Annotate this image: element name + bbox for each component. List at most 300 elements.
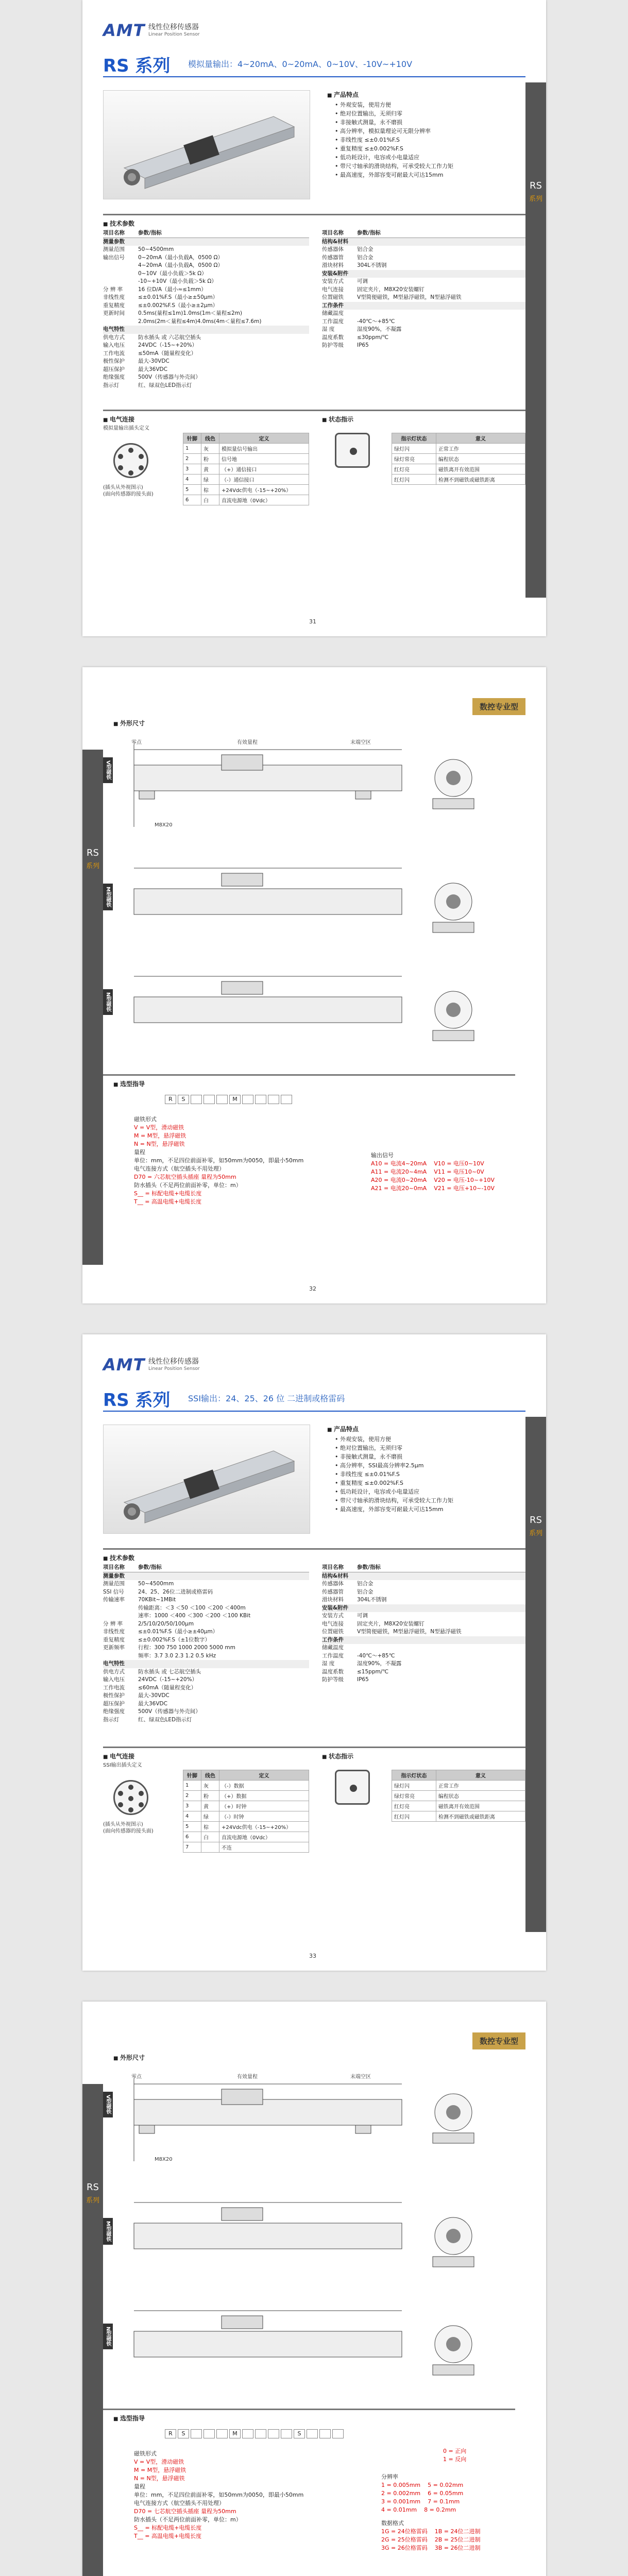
spec-key: 电气连接 [322,286,344,293]
spec-key: 安装&附件 [322,270,349,277]
section-bar [103,1548,525,1550]
order-note: T__ = 高温电缆+电缆长度 [134,2533,202,2539]
order-note: M = M型，悬浮磁铁 [134,2467,186,2473]
code-box [255,2429,266,2438]
pair-item: 2B = 25位二进制 [434,2536,481,2543]
header-rule [103,76,525,77]
table-row [392,454,525,464]
section-bar [103,410,525,411]
spec-key [103,1652,138,1660]
specs-col-name: 项目名称 [103,1564,125,1570]
code-box [281,2429,292,2438]
specs-row [103,1708,309,1716]
order-note: S__ = 标配电缆+电缆长度 [134,2524,202,2531]
spec-key [103,318,138,326]
magnet-label-n: N型磁铁 [103,2324,113,2349]
direction-item: 0 = 正向 [443,2448,467,2454]
table-cell: 黄 [201,464,219,474]
spec-value: 最大36VDC [138,1700,167,1707]
brand-cn: 线性位移传感器 [148,1358,199,1366]
feature-item: • 最高速度，外部容变可耐最大可达15mm [335,1505,525,1514]
spec-key: 滑块材料 [322,1597,344,1603]
spec-value: 16 位D/A（最小≈≤1mm） [138,286,207,293]
order-notes [134,1115,355,1206]
specs-row [103,1668,309,1676]
specs-row [322,278,528,286]
pair-item: 2 = 0.002mm [381,2490,421,2497]
dims-note: 零点 [131,2074,142,2080]
dims-note: 末端空区 [350,740,371,745]
spec-value: -40℃～+85℃ [357,1652,395,1659]
specs-row [322,1620,528,1629]
table-row [392,1811,525,1822]
spec-value: 防水插头 或 六芯航空插头 [138,334,201,341]
product-photo [103,90,310,199]
code-box [191,1095,202,1104]
specs-row [103,366,309,374]
specs-row [322,1628,528,1636]
pair-item: V21 = 电压+10~-10V [434,1185,495,1192]
feature-item: • 高分辨率，模拟量理论可无限分辨率 [335,127,525,135]
specs-left [103,1564,309,1724]
spec-key: 测量参数 [103,238,125,245]
table-cell: 编程状态 [436,454,525,464]
spec-key: 指示灯 [103,1716,120,1723]
table-cell [201,1842,219,1853]
spec-value: IP65 [357,342,369,348]
spec-key: 更新时间 [103,310,125,316]
spec-value: 行程：300 750 1000 2000 5000 mm [138,1645,235,1651]
specs-row [322,1588,528,1597]
specs-row [103,1716,309,1724]
order-code [165,1095,292,1104]
connector-caption [103,484,154,498]
series-subtitle: 模拟量输出：4~20mA、0~20mA、0~10V、-10V~+10V [188,59,413,69]
spec-key: 工作温度 [322,1652,344,1659]
specs-row [103,1596,309,1604]
spec-key: 供电方式 [103,334,125,341]
specs-row [322,342,528,350]
status-heading: ■ 状态指示 [322,415,353,423]
spec-value: 2/5/10/20/50/100μm [138,1620,194,1627]
specs-row [103,1692,309,1700]
pair-item: 4 = 0.01mm [381,2506,417,2513]
specs-group-row [322,1636,528,1645]
specs-col-value: 参数/指标 [357,230,381,236]
feature-item: • 非线性度 ≤±0.01%F.S [335,1470,525,1479]
order-note: 磁铁形式 [134,1116,157,1123]
spec-key: 储藏温度 [322,310,344,316]
table-header-cell: 指示灯状态 [392,433,436,444]
specs-row [103,342,309,350]
table-cell: （-）数据 [219,1781,309,1791]
spec-key: 位置磁铁 [322,1629,344,1635]
specs-row [322,310,528,318]
order-heading: ■ 选型指导 [113,1079,145,1088]
table-cell: 灰 [201,444,219,454]
spec-key: 绝缘强度 [103,1708,125,1715]
table-cell: 红灯闪 [392,1811,436,1822]
table-row [183,474,309,485]
order-notes [134,2450,355,2540]
spec-key: 工作电流 [103,350,125,357]
status-table [392,433,525,485]
side-tab [82,750,103,1265]
specs-col-name: 项目名称 [322,1564,344,1570]
specs-col-value: 参数/指标 [138,1564,162,1570]
spec-value: 70KBit~1MBit [138,1597,176,1603]
page-32 [82,667,546,1303]
pair-item: 2G = 25位格雷码 [381,2536,428,2543]
table-cell: +24Vdc供电（-15~+20%） [219,485,309,495]
table-cell: 信号地 [219,454,309,464]
code-box [216,1095,228,1104]
status-table [392,1770,525,1822]
table-cell: 3 [183,1801,201,1811]
spec-key: 超压保护 [103,1700,125,1707]
page-number: 32 [309,1285,316,1292]
code-box [242,1095,253,1104]
specs-row [103,358,309,366]
ssi-title: 数据格式 [381,2520,404,2527]
spec-key: 电气特性 [103,1660,125,1667]
spec-value: 频率：3.7 3.0 2.3 1.2 0.5 kHz [138,1652,216,1659]
code-box [281,1095,292,1104]
spec-key: 输出信号 [103,254,125,261]
order-note: D70 = 七芯航空插头插座 量程为50mm [134,2508,236,2515]
spec-value: ≤30ppm/℃ [357,334,389,341]
spec-key: 输入电压 [103,342,125,348]
spec-value: 50~4500mm [138,246,174,252]
table-header-cell: 指示灯状态 [392,1770,436,1781]
spec-key: 位置磁铁 [322,294,344,300]
side-tab-label: RS [87,848,99,858]
specs-row [103,1700,309,1708]
pair-item: A10 = 电流4~20mA [371,1160,427,1167]
specs-row [103,382,309,390]
spec-key: 测量范围 [103,246,125,252]
pair-row [381,2498,515,2506]
page-31 [82,0,546,636]
specs-row [103,1636,309,1645]
table-row [392,1791,525,1801]
order-note: N = N型，悬浮磁铁 [134,2475,185,2482]
spec-key: 工作温度 [322,318,344,325]
specs-col-name: 项目名称 [322,230,344,236]
product-photo [103,1425,310,1534]
spec-value: 湿度90%，不凝露 [357,326,402,332]
spec-key: 结构&材料 [322,1572,349,1579]
order-note: M = M型，悬浮磁铁 [134,1132,186,1139]
specs-row [322,318,528,326]
table-header-cell: 意义 [436,1770,525,1781]
spec-key: 安装方式 [322,1613,344,1619]
pair-item: 7 = 0.1mm [428,2498,460,2505]
specs-row [322,246,528,254]
pair-item: V11 = 电压10~0V [434,1168,484,1175]
table-cell: +24Vdc供电（-15~+20%） [219,1822,309,1832]
side-tab [525,82,546,598]
table-cell: 磁铁离开有效范围 [436,464,525,474]
specs-row [322,1668,528,1676]
dims-note: 零点 [131,740,142,745]
table-cell: 1 [183,1781,201,1791]
table-row [392,1801,525,1811]
feature-item: • 外观安装，使用方便 [335,100,525,109]
table-header-cell: 意义 [436,433,525,444]
code-box: S [178,2429,189,2438]
specs-row [103,350,309,358]
spec-value: IP65 [357,1676,369,1683]
table-cell: 2 [183,1791,201,1801]
specs-row [322,294,528,302]
feature-item: • 高分辨率，SSI最高分辨率2.5μm [335,1461,525,1470]
table-cell: 粉 [201,1791,219,1801]
specs-row [103,374,309,382]
specs-header-row [322,229,528,238]
table-cell: 直流电源地（0Vdc） [219,1832,309,1842]
spec-key [103,262,138,270]
side-tab-label: RS [530,1515,542,1526]
spec-value: 0.5ms(量程≤1m)1.0ms(1m＜量程≤2m) [138,310,243,316]
specs-group-row [103,1660,309,1668]
order-note: 防水插头（不足两位前面补零，单位：m） [134,2516,242,2523]
magnet-label-v: V型磁铁 [103,2092,113,2117]
specs-group-row [103,238,309,246]
spec-key: 传感器体 [322,246,344,252]
feature-item: • 带尺寸轴承的滑块结构，可承受较大工作力矩 [335,162,525,171]
table-cell: 7 [183,1842,201,1853]
spec-value: 红、绿双色LED指示灯 [138,1716,192,1723]
table-cell: 直流电源地（0Vdc） [219,495,309,505]
connector-diagram [113,443,148,478]
table-header [183,433,309,444]
feature-item: • 重复精度 ≤±0.002%F.S [335,1479,525,1487]
magnet-label-m: M型磁铁 [103,2218,113,2245]
specs-col-value: 参数/指标 [357,1564,381,1570]
table-cell: 4 [183,474,201,485]
specs-col-value: 参数/指标 [138,230,162,236]
direction-notes [443,2447,515,2464]
spec-key: 输入电压 [103,1676,125,1683]
spec-value: ≤50mA（随量程变化） [138,350,197,357]
dims-note: M8X20 [155,2157,173,2162]
spec-key: 分 辨 率 [103,286,123,293]
side-tab-sub: 系列 [529,195,542,203]
spec-value: -10~+10V（最小负载＞5k Ω） [138,278,217,284]
spec-value: 4~20mA（最小负载A，0500 Ω） [138,262,224,268]
spec-key: 非线性度 [103,294,125,300]
spec-value: -40℃～+85℃ [357,318,395,325]
pair-item: 6 = 0.05mm [428,2490,464,2497]
specs-row [322,334,528,342]
order-code [165,2429,344,2438]
spec-key [103,278,138,286]
code-box [216,2429,228,2438]
specs-right [322,229,528,350]
spec-value: 304L不锈钢 [357,1597,387,1603]
spec-value: 500V（传感器与外壳间） [138,374,201,380]
code-box: M [229,1095,241,1104]
table-cell: 模拟量信号输出 [219,444,309,454]
side-tab-label: RS [87,2182,99,2193]
spec-value: 最大-30VDC [138,1692,169,1699]
specs-row [103,254,309,262]
pair-item: V10 = 电压0~10V [434,1160,484,1167]
spec-key [103,270,138,278]
order-note: S__ = 标配电缆+电缆长度 [134,1190,202,1197]
feature-item: • 重复精度 ≤±0.002%F.S [335,144,525,153]
table-row [183,444,309,454]
code-box [255,1095,266,1104]
specs-row [103,1652,309,1660]
table-cell: 粉 [201,454,219,464]
spec-key: 湿 度 [322,1660,335,1667]
spec-value: 可调 [357,1613,368,1619]
spec-key: 传感器体 [322,1581,344,1587]
table-row [183,1781,309,1791]
spec-key: 测量参数 [103,1572,125,1579]
table-cell: 白 [201,495,219,505]
resolution-list [381,2481,515,2514]
code-box: M [229,2429,241,2438]
brand-en: Linear Position Sensor [148,1366,200,1371]
pair-row [381,2489,515,2498]
spec-key: 分 辨 率 [103,1620,123,1627]
connector-diagram [113,1780,148,1815]
dims-heading: ■ 外形尺寸 [113,719,145,727]
section-bar [103,214,525,215]
direction-item: 1 = 反向 [443,2456,467,2463]
side-tab [525,1417,546,1932]
specs-row [103,1684,309,1692]
spec-value: V型简便磁铁，M型悬浮磁铁，N型悬浮磁铁 [357,294,462,300]
feature-item: • 非接触式测量，永不磨损 [335,118,525,127]
specs-right [322,1564,528,1684]
table-cell: 5 [183,485,201,495]
spec-key: 传输速率 [103,1597,125,1603]
specs-row [322,326,528,334]
spec-key: 防护等级 [322,342,344,348]
page-34 [82,2002,546,2576]
feature-item: • 绝对位置输出，无须归零 [335,1444,525,1452]
dims-note: M8X20 [155,822,173,828]
pair-item: 1 = 0.005mm [381,2482,421,2488]
order-note: 量程 [134,2483,145,2490]
dims-note: 有效量程 [237,2074,258,2080]
connector-caption-line: (插头从外视图示) [103,1822,143,1827]
spec-value: 可调 [357,278,368,284]
table-header-cell: 定义 [219,433,309,444]
spec-key: 电气连接 [322,1620,344,1627]
specs-group-row [322,1604,528,1613]
pair-item: A21 = 电流20~0mA [371,1185,427,1192]
spec-value: 24VDC（-15~+20%） [138,1676,198,1683]
spec-key: 电气特性 [103,326,125,332]
table-cell: 3 [183,464,201,474]
spec-key: 传感器管 [322,254,344,261]
spec-key: 测量范围 [103,1581,125,1587]
specs-row [103,1580,309,1588]
specs-row [322,1652,528,1660]
code-box: R [165,2429,176,2438]
magnet-label-v: V型磁铁 [103,757,113,783]
pair-item: A11 = 电流20~4mA [371,1168,427,1175]
wiring-heading: ■ 电气连接 [103,1752,134,1760]
spec-value: 防水插头 或 七芯航空插头 [138,1668,201,1675]
spec-value: 固定夹片，M8X20安装螺钉 [357,1620,425,1627]
spec-value: ≤±0.01%F.S（最小≥±40μm） [138,1629,218,1635]
table-cell: 灰 [201,1781,219,1791]
specs-row [322,1660,528,1668]
spec-value: 铝合金 [357,1581,374,1587]
specs-row [103,278,309,286]
specs-row [103,294,309,302]
series-title: RS 系列 [103,56,171,76]
specs-row [322,254,528,262]
features-list [335,100,525,179]
page-number: 31 [309,618,316,625]
spec-value: 湿度90%，不凝露 [357,1660,402,1667]
specs-group-row [103,326,309,334]
spec-value: 304L不锈钢 [357,262,387,268]
sensor-end-diagram [335,433,370,468]
feature-item: • 低功耗设计，电容或小电量适应 [335,153,525,162]
table-cell: 绿灯闪 [392,444,436,454]
connector-caption-line: (面向传感器的接头面) [103,492,154,497]
specs-row [322,262,528,270]
table-cell: 绿 [201,1811,219,1822]
spec-key: 非线性度 [103,1629,125,1635]
code-box [268,2429,279,2438]
side-tab-sub: 系列 [86,2197,99,2205]
table-header-cell: 定义 [219,1770,309,1781]
spec-key: 供电方式 [103,1668,125,1675]
type-badge: 数控专业型 [472,2032,525,2049]
pair-item: 3B = 26位二进制 [434,2545,481,2551]
table-header-cell: 线色 [201,433,219,444]
table-row [183,495,309,505]
specs-header-row [322,1564,528,1572]
features-heading: ■ 产品特点 [327,90,359,99]
pair-row [371,1160,505,1168]
specs-row [103,1588,309,1597]
table-cell: 红灯亮 [392,1801,436,1811]
table-header [392,1770,525,1781]
spec-key: 重复精度 [103,302,125,309]
spec-value: 50~4500mm [138,1581,174,1587]
pair-row [371,1184,505,1193]
features-heading: ■ 产品特点 [327,1425,359,1433]
spec-value: 铝合金 [357,254,374,261]
table-cell: 6 [183,495,201,505]
table-cell: 6 [183,1832,201,1842]
specs-row [103,1604,309,1613]
specs-row [103,1620,309,1629]
wiring-table [183,433,309,505]
spec-value: ≤±0.01%F.S（最小≥±50μm） [138,294,218,300]
brand-subtitle [148,22,200,37]
ssi-list [381,2528,515,2552]
spec-value: ≤±0.002%F.S（±1位数字） [138,1636,210,1643]
sensor-end-diagram [335,1770,370,1805]
brand-cn: 线性位移传感器 [148,23,199,31]
table-cell: 2 [183,454,201,464]
spec-key: 超压保护 [103,366,125,372]
spec-value: ≤±0.002%F.S（最小≥±2μm） [138,302,218,309]
section-bar [103,1747,525,1748]
spec-key: 工作电流 [103,1684,125,1691]
